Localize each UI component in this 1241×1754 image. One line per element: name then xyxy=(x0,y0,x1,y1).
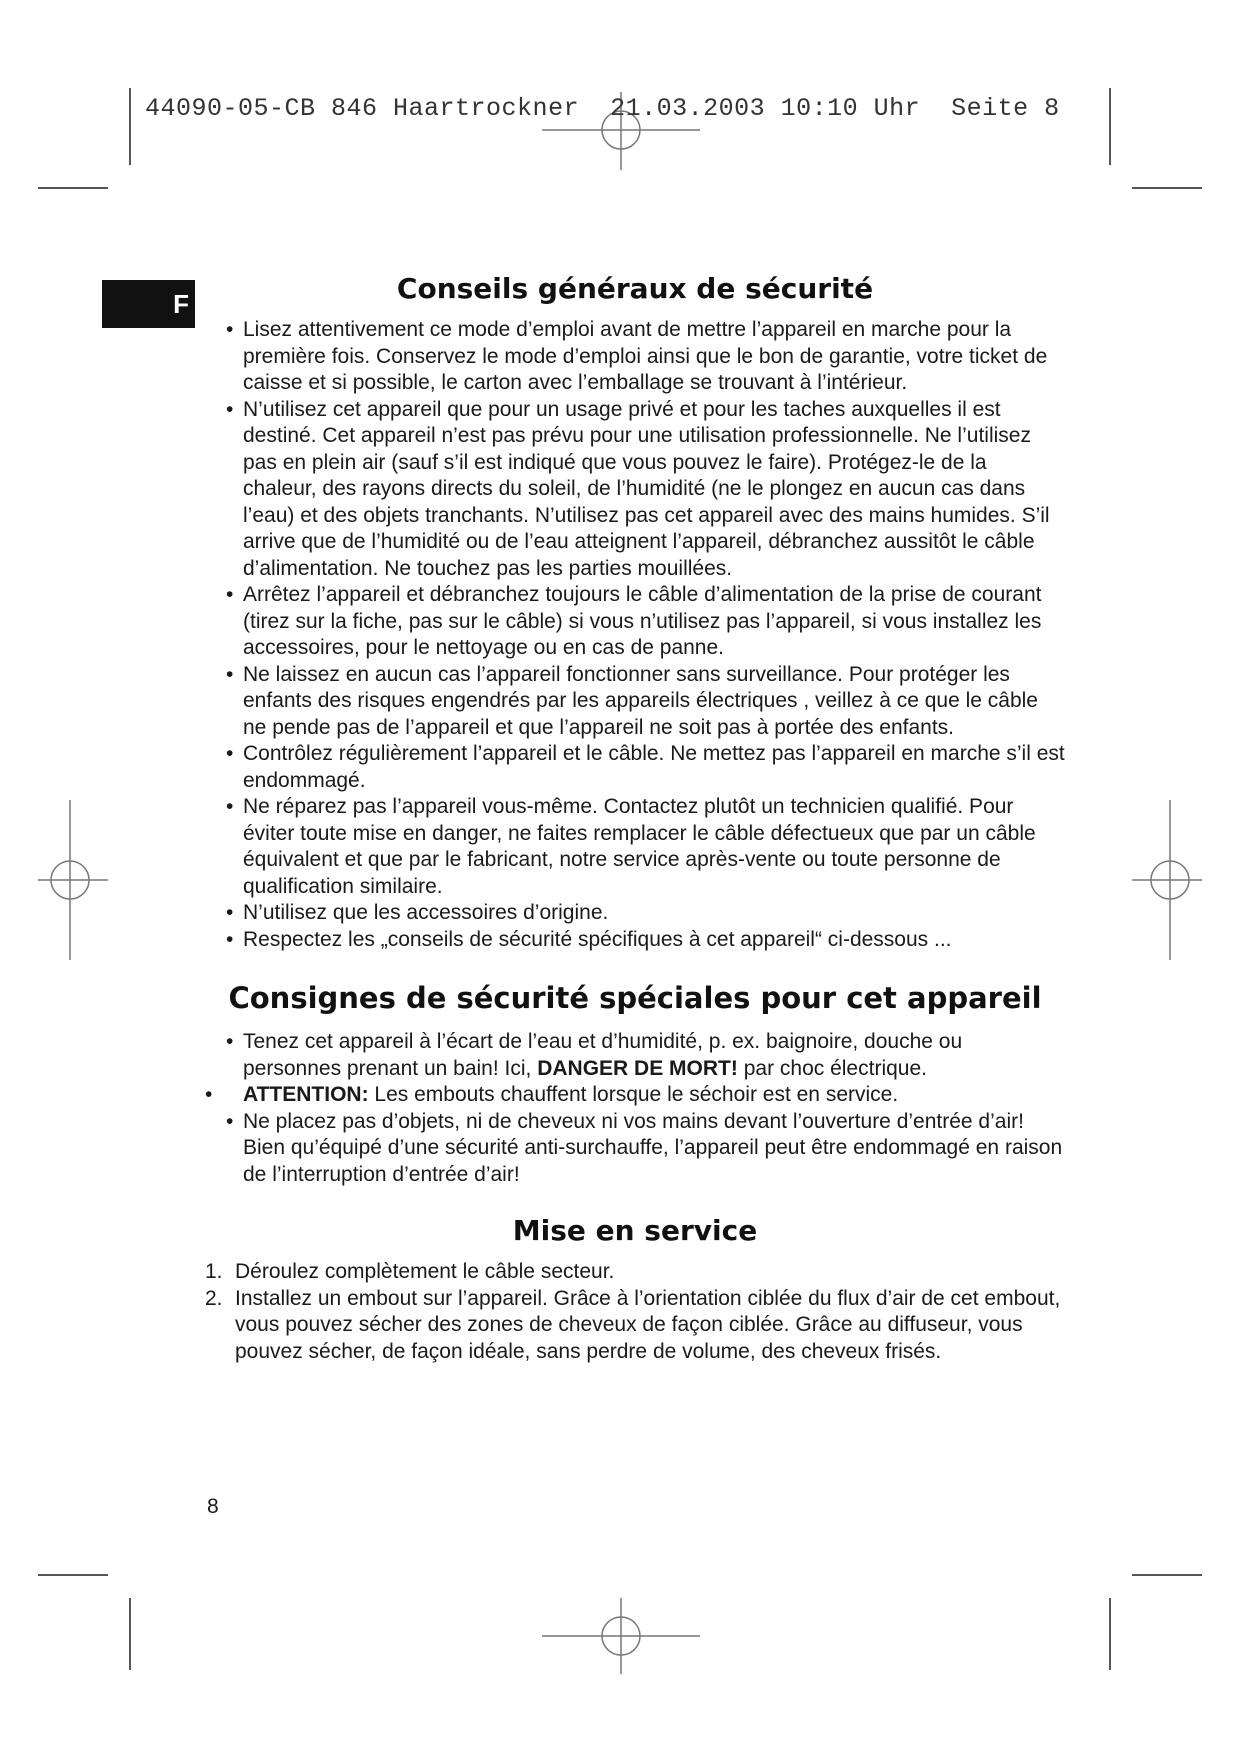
list-item: • Contrôlez régulièrement l’appareil et le câble. Ne mettez pas l’appareil en marche s’il est endommagé. xyxy=(226,742,1065,792)
section-title-setup: Mise en service xyxy=(512,1214,758,1247)
list-item: • ATTENTION: Les embouts chauffent lorsque le séchoir est en service. xyxy=(205,1083,899,1106)
main-content xyxy=(205,272,1065,1365)
danger-warning: DANGER DE MORT! xyxy=(537,1056,738,1080)
language-tab: F xyxy=(102,280,195,328)
special-safety-list xyxy=(205,1029,1065,1188)
list-item: • N’utilisez cet appareil que pour un usage privé et pour les taches auxquelles il est destiné. Cet appareil n’est pas prévu pour une utilisation professionnelle. Ne l’utilisez pas en plein air (sauf s’il est indiqué que vous pouvez le faire). Protégez-le de la chaleur, des rayons directs du soleil, de l’humidité (ne le plongez en aucun cas dans l’eau) et des objets tranchants. N’utilisez pas cet appareil avec des mains humides. S’il arrive que de l’humidité ou de l’eau atteignent l’appareil, débranchez aussitôt le câble d’alimentation. Ne touchez pas les parties mouillées. xyxy=(226,397,1050,580)
list-item: • Ne réparez pas l’appareil vous-même. Contactez plutôt un technicien qualifié. Pour éviter toute mise en danger, ne faites remplacer le câble défectueux que par un câble équivalent et que par le fabricant, notre service après-vente ou toute personne de qualification similaire. xyxy=(226,795,1036,898)
step-item: 1. Déroulez complètement le câble secteur. xyxy=(205,1260,615,1283)
list-item: • Respectez les „conseils de sécurité spécifiques à cet appareil“ ci-dessous ... xyxy=(226,927,952,951)
list-item: • Ne placez pas d’objets, ni de cheveux ni vos mains devant l’ouverture d’entrée d’air! Bien qu’équipé d’une sécurité anti-surchauffe, l’appareil peut être endommagé en raison de l’interruption d’entrée d’air! xyxy=(226,1109,1063,1186)
setup-steps xyxy=(205,1259,1065,1365)
step-item: 2. Installez un embout sur l’appareil. Grâce à l’orientation ciblée du flux d’air de cet embout, vous pouvez sécher des zones de cheveux de façon ciblée. Grâce au diffuseur, vous pouvez sécher, de façon idéale, sans perdre de volume, des cheveux frisés. xyxy=(205,1286,1061,1363)
general-safety-list xyxy=(205,317,1065,953)
list-item: • Tenez cet appareil à l’écart de l’eau et d’humidité, p. ex. baignoire, douche ou personnes prenant un bain! Ici, DANGER DE MORT! par choc électrique. xyxy=(226,1030,963,1080)
section-title-general-safety: Conseils généraux de sécurité xyxy=(396,272,874,305)
attention-label: ATTENTION: xyxy=(243,1083,369,1106)
list-item: • N’utilisez que les accessoires d’origine. xyxy=(226,901,609,924)
print-slug-header: 44090-05-CB 846 Haartrockner 21.03.2003 10:10 Uhr Seite 8 xyxy=(145,94,1060,123)
list-item: • Arrêtez l’appareil et débranchez toujours le câble d’alimentation de la prise de courant (tirez sur la fiche, pas sur le câble) si vous n’utilisez pas l’appareil, si vous installez les accessoires, pour le nettoyage ou en cas de panne. xyxy=(226,583,1042,659)
list-item: • Lisez attentivement ce mode d’emploi avant de mettre l’appareil en marche pour la première fois. Conservez le mode d’emploi ainsi que le bon de garantie, votre ticket de caisse et si possible, le carton avec l’emballage se trouvant à l’intérieur. xyxy=(226,318,1048,394)
section-title-special-safety: Consignes de sécurité spéciales pour cet appareil xyxy=(228,981,1042,1015)
list-item: • Ne laissez en aucun cas l’appareil fonctionner sans surveillance. Pour protéger les enfants des risques engendrés par les appareils électriques , veillez à ce que le câble ne pende pas de l’appareil et que l’appareil ne soit pas à portée des enfants. xyxy=(226,662,1038,739)
page-number: 8 xyxy=(207,1495,219,1518)
